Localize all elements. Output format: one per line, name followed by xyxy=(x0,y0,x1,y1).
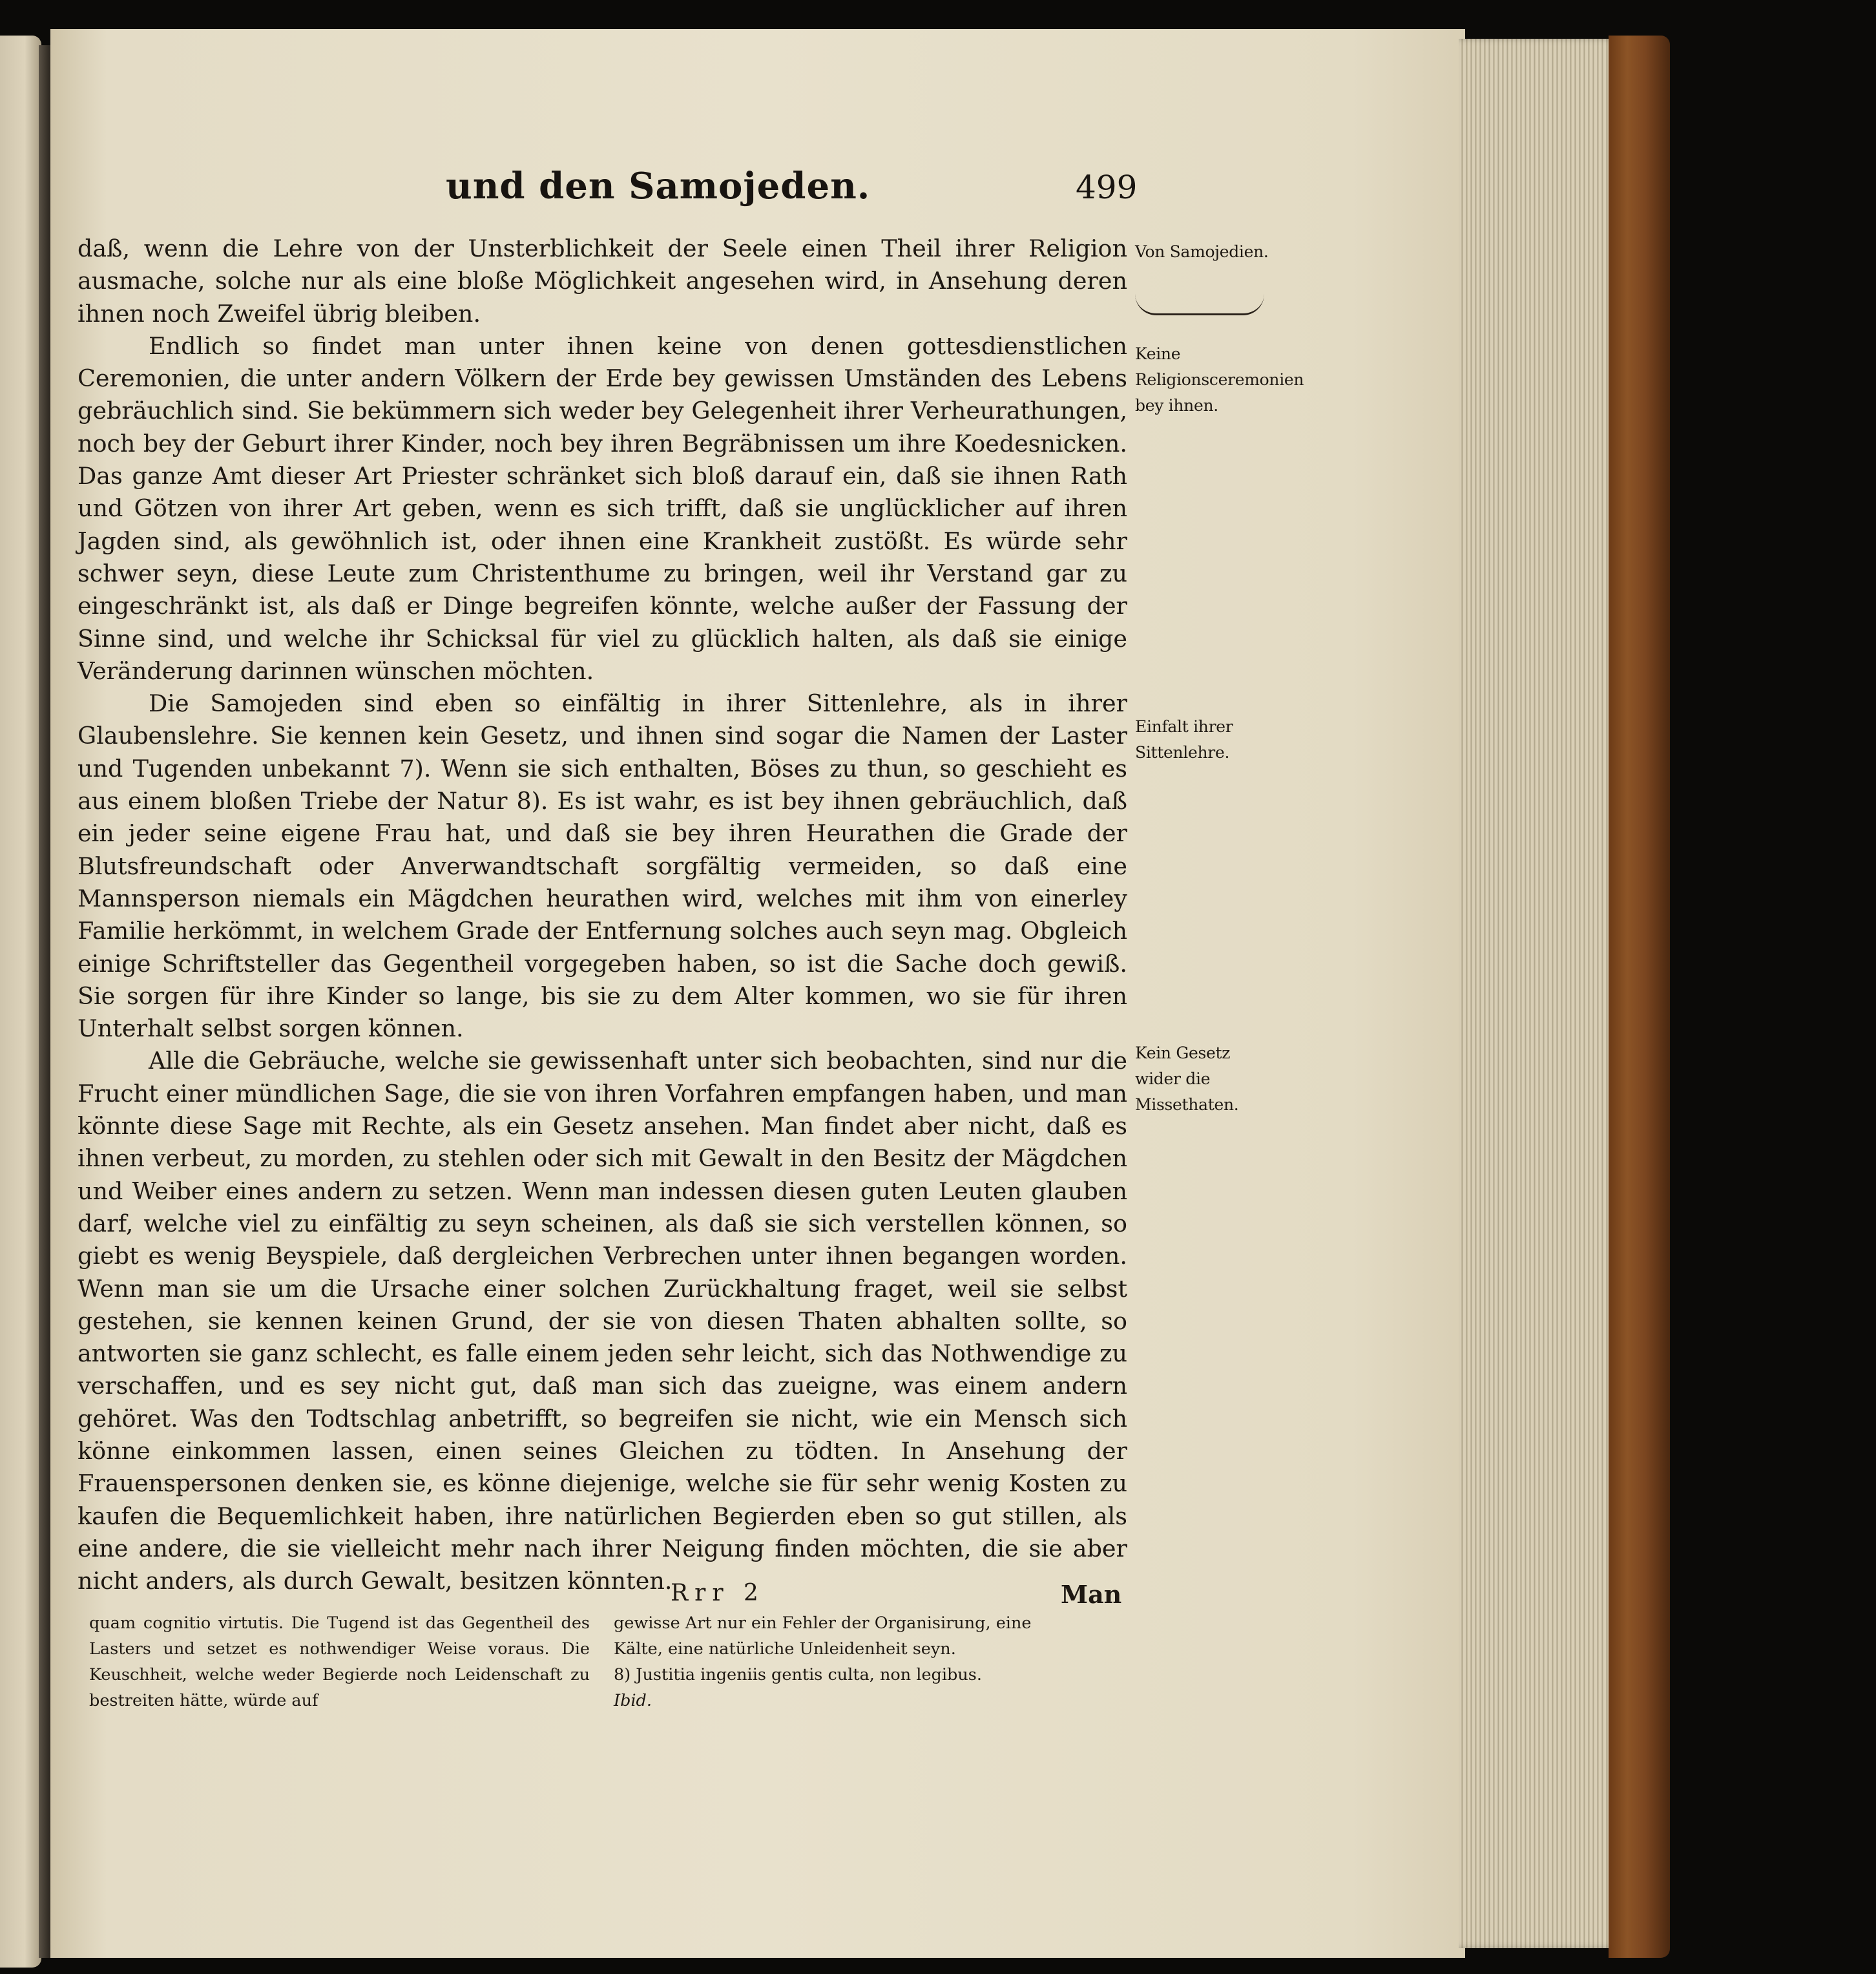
facing-page-edge xyxy=(0,36,41,1968)
footnote-8: 8) Justitia ingeniis gentis culta, non legibus. xyxy=(614,1665,982,1685)
margin-note-samojedien: Von Samojedien. xyxy=(1135,242,1269,261)
footnote-line: Kälte, eine natürliche Unleidenheit seyn. xyxy=(614,1639,956,1659)
footnote-right-column xyxy=(614,1610,1124,1714)
paragraph-1: daß, wenn die Lehre von der Unsterblichkeit der Seele einen Theil ihrer Religion ausmache, solche nur als eine bloße Möglichkeit angesehen wird, in Ansehung deren ihnen noch Zweifel übrig bleiben. xyxy=(78,235,1127,328)
page-header xyxy=(446,165,1350,223)
page-number: 499 xyxy=(1076,169,1138,206)
paragraph-2: Endlich so findet man unter ihnen keine von denen gottesdienstlichen Ceremonien, die unter andern Völkern der Erde bey gewissen Umständen des Lebens gebräuchlich sind. Sie bekümmern sich weder bey Gelegenheit ihrer Verheurathungen, noch bey der Geburt ihrer Kinder, noch bey ihren Begräbnissen um ihre Koedesnicken. Das ganze Amt dieser Art Priester schränket sich bloß darauf ein, daß sie ihnen Rath und Götzen von ihrer Art geben, wenn es sich trifft, daß sie unglücklicher auf ihren Jagden sind, als gewöhnlich ist, oder ihnen eine Krankheit zustößt. Es würde sehr schwer seyn, diese Leute zum Christenthume zu bringen, weil ihr Verstand gar zu eingeschränkt ist, als daß er Dinge begreifen könnte, welche außer der Fassung der Sinne sind, und welche ihr Schicksal für viel zu glücklich halten, als daß sie einige Veränderung darinnen wünschen möchten. xyxy=(78,331,1127,685)
book-gutter xyxy=(39,45,50,1958)
margin-note-religion: Keine Religionsceremonien bey ihnen. xyxy=(1135,344,1304,415)
paragraph-4: Alle die Gebräuche, welche sie gewissenhaft unter sich beobachten, sind nur die Frucht einer mündlichen Sage, die sie von ihren Vorfahren empfangen haben, und man könnte diese Sage mit Rechte, als ein Gesetz ansehen. Man findet aber nicht, daß es ihnen verbeut, zu morden, zu stehlen oder sich mit Gewalt in den Besitz der Mägdchen und Weiber eines andern zu setzen. Wenn man indessen diesen guten Leuten glauben darf, welche viel zu einfältig zu seyn scheinen, als daß sie sich verstellen können, so giebt es wenig Beyspiele, daß dergleichen Verbrechen unter ihnen begangen worden. Wenn man sie um die Ursache einer solchen Zurückhaltung fraget, weil sie selbst gestehen, sie kennen keinen Grund, der sie von diesen Thaten abhalten sollte, so antworten sie ganz schlecht, es falle einem jeden sehr leicht, sich das Nothwendige zu verschaffen, und es sey nicht gut, daß man sich das zueigne, was einem andern gehöret. Was den Todtschlag anbetrifft, so begreifen sie nicht, wie ein Mensch sich könne einkommen lassen, einen seines Gleichen zu tödten. In Ansehung der Frauenspersonen denken sie, es könne diejenige, welche sie für sehr wenig Kosten zu kaufen die Bequemlichkeit haben, ihre natürlichen Begierden eben so gut stillen, als eine andere, die sie vielleicht mehr nach ihrer Neigung finden möchten, die sie aber nicht anders, als durch Gewalt, besitzen könnten. xyxy=(78,1047,1127,1595)
catchword: Man xyxy=(1061,1580,1122,1609)
footnote-line: gewisse Art nur ein Fehler der Organisirung, eine xyxy=(614,1613,1032,1633)
footnote-ibid: Ibid. xyxy=(614,1691,652,1710)
margin-note-gesetz: Kein Gesetz wider die Missethaten. xyxy=(1135,1044,1239,1114)
paragraph-3: Die Samojeden sind eben so einfältig in ihrer Sittenlehre, als in ihrer Glaubenslehre. Sie kennen kein Gesetz, und ihnen sind sogar die Namen der Laster und Tugenden unbekannt 7). Wenn sie sich enthalten, Böses zu thun, so geschieht es aus einem bloßen Triebe der Natur 8). Es ist wahr, es ist bey ihnen gebräuchlich, daß ein jeder seine eigene Frau hat, und daß sie bey ihren Heurathen die Grade der Blutsfreundschaft oder Anverwandtschaft sorgfältig vermeiden, so daß eine Mannsperson niemals ein Mägdchen heurathen wird, welches mit ihm von einerley Familie herkömmt, in welchem Grade der Entfernung solches auch seyn mag. Obgleich einige Schriftsteller das Gegentheil vorgegeben haben, so ist die Sache doch gewiß. Sie sorgen für ihre Kinder so lange, bis sie zu dem Alter kommen, wo sie für ihren Unterhalt selbst sorgen können. xyxy=(78,689,1127,1043)
page-block-edges xyxy=(1459,39,1620,1948)
margin-brace xyxy=(1135,294,1264,315)
running-head: und den Samojeden. xyxy=(446,165,871,207)
main-text xyxy=(78,233,1127,1597)
margin-note-sittenlehre: Einfalt ihrer Sittenlehre. xyxy=(1135,717,1233,762)
leather-cover-edge xyxy=(1609,36,1670,1958)
footnote-left-column: quam cognitio virtutis. Die Tugend ist das Gegentheil des Lasters und setzet es nothwendiger Weise voraus. Die Keuschheit, welche weder Begierde noch Leidenschaft zu bestreiten hätte, würde auf xyxy=(89,1613,590,1710)
signature-mark: Rrr 2 xyxy=(671,1580,765,1606)
